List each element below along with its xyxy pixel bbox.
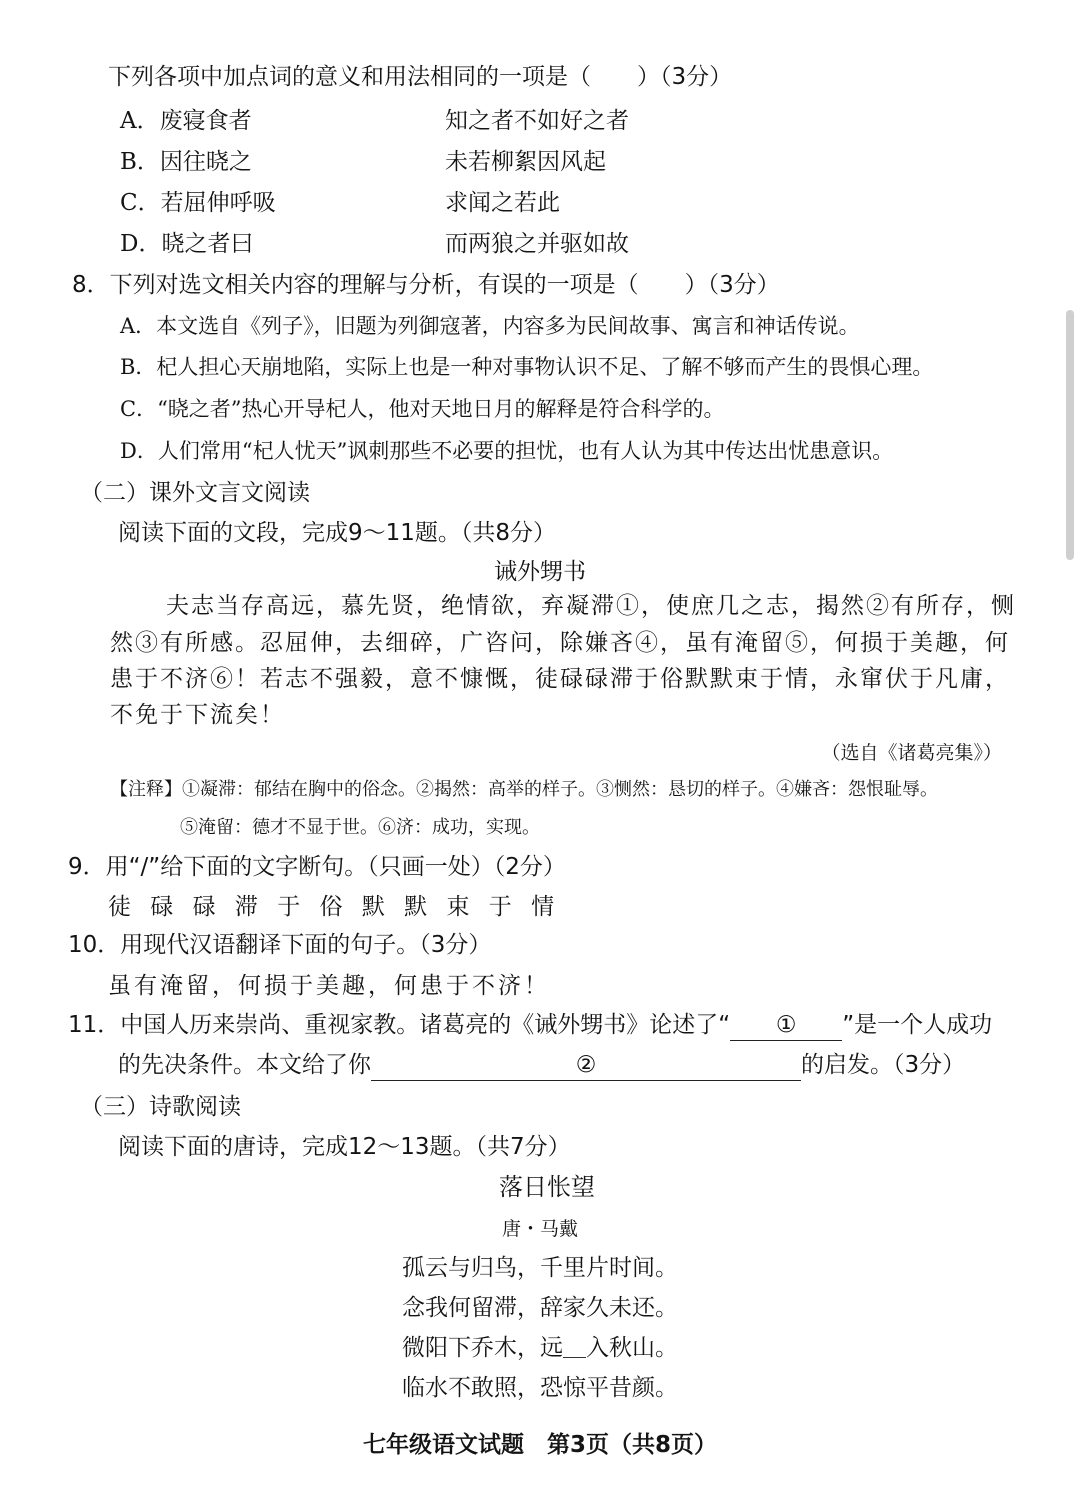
passage-line-2: 然③有所感。忍屈伸，去细碎，广咨问，除嫌吝④，虽有淹留⑤，何损于美趣，何 [110, 630, 1010, 656]
poem-line-3: 微阳下乔木，远＿入秋山。 [402, 1335, 678, 1361]
q7-option-a: A．废寝食者 [120, 108, 252, 134]
page-footer: 七年级语文试题 第3页（共8页） [362, 1432, 717, 1458]
q8-option-c: C．“晓之者”热心开导杞人，他对天地日月的解释是符合科学的。 [120, 397, 725, 421]
answer-blank-1[interactable]: ① [730, 1010, 842, 1041]
q7-option-d: D．晓之者曰 [120, 231, 254, 257]
passage-line-4: 不免于下流矣！ [110, 702, 285, 728]
scrollbar[interactable] [1066, 310, 1074, 560]
q11-line-2 [118, 1050, 965, 1081]
section2-intro: 阅读下面的文段，完成9～11题。（共8分） [118, 520, 557, 546]
q11-line-1-start: 11．中国人历来崇尚、重视家教。诸葛亮的《诫外甥书》论述了“ [68, 1012, 731, 1038]
q11-line-2-start: 的先决条件。本文给了你 [118, 1052, 371, 1078]
poem-line-1: 孤云与归鸟，千里片时间。 [402, 1255, 678, 1281]
q9-text: 徒 碌 碌 滞 于 俗 默 默 束 于 情 [108, 894, 561, 920]
section3-intro: 阅读下面的唐诗，完成12～13题。（共7分） [118, 1134, 571, 1160]
section3-heading: （三）诗歌阅读 [80, 1094, 241, 1120]
q10-stem: 10．用现代汉语翻译下面的句子。（3分） [68, 932, 492, 958]
poem-title: 落日怅望 [499, 1173, 595, 1201]
q8-option-b: B．杞人担心天崩地陷，实际上也是一种对事物认识不足、了解不够而产生的畏惧心理。 [120, 355, 934, 379]
section2-heading: （二）课外文言文阅读 [80, 480, 310, 506]
q11-line-1 [68, 1010, 992, 1041]
passage-line-3: 患于不济⑥！若志不强毅，意不慷慨，徒碌碌滞于俗默默束于情，永窜伏于凡庸， [110, 666, 1010, 692]
answer-blank-2[interactable]: ② [371, 1050, 801, 1081]
q7-stem: 下列各项中加点词的意义和用法相同的一项是（ ）（3分） [108, 64, 733, 90]
notes-line-1: 【注释】①凝滞：郁结在胸中的俗念。②揭然：高举的样子。③恻然：恳切的样子。④嫌吝：怨恨耻辱。 [110, 779, 938, 800]
q7-option-a-right: 知之者不如好之者 [445, 108, 629, 134]
q10-text: 虽有淹留，何损于美趣，何患于不济！ [108, 973, 550, 999]
q7-option-c-right: 求闻之若此 [445, 190, 560, 216]
q11-line-2-end: 的启发。（3分） [801, 1052, 966, 1078]
q8-stem: 8．下列对选文相关内容的理解与分析，有误的一项是（ ）（3分） [72, 272, 780, 298]
q7-option-c: C．若屈伸呼吸 [120, 190, 276, 216]
q7-option-b: B．因往晓之 [120, 149, 252, 175]
poem-line-2: 念我何留滞，辞家久未还。 [402, 1295, 678, 1321]
q9-stem: 9．用“/”给下面的文字断句。（只画一处）（2分） [68, 854, 566, 880]
poem-author: 唐・马戴 [501, 1218, 578, 1240]
q8-option-d: D．人们常用“杞人忧天”讽刺那些不必要的担忧，也有人认为其中传达出忧患意识。 [120, 439, 894, 463]
notes-line-2: ⑤淹留：德才不显于世。⑥济：成功，实现。 [180, 817, 540, 838]
q7-option-b-right: 未若柳絮因风起 [445, 149, 606, 175]
passage-line-1: 夫志当存高远，慕先贤，绝情欲，弃凝滞①，使庶几之志，揭然②有所存，恻 [166, 593, 1016, 619]
q7-option-d-right: 而两狼之并驱如故 [445, 231, 629, 257]
poem-line-4: 临水不敢照，恐惊平昔颜。 [402, 1375, 678, 1401]
passage-source: （选自《诸葛亮集》） [821, 742, 1002, 764]
passage-title: 诫外甥书 [494, 559, 586, 585]
q11-line-1-end: ”是一个人成功 [842, 1012, 993, 1038]
q8-option-a: A．本文选自《列子》，旧题为列御寇著，内容多为民间故事、寓言和神话传说。 [120, 314, 860, 338]
